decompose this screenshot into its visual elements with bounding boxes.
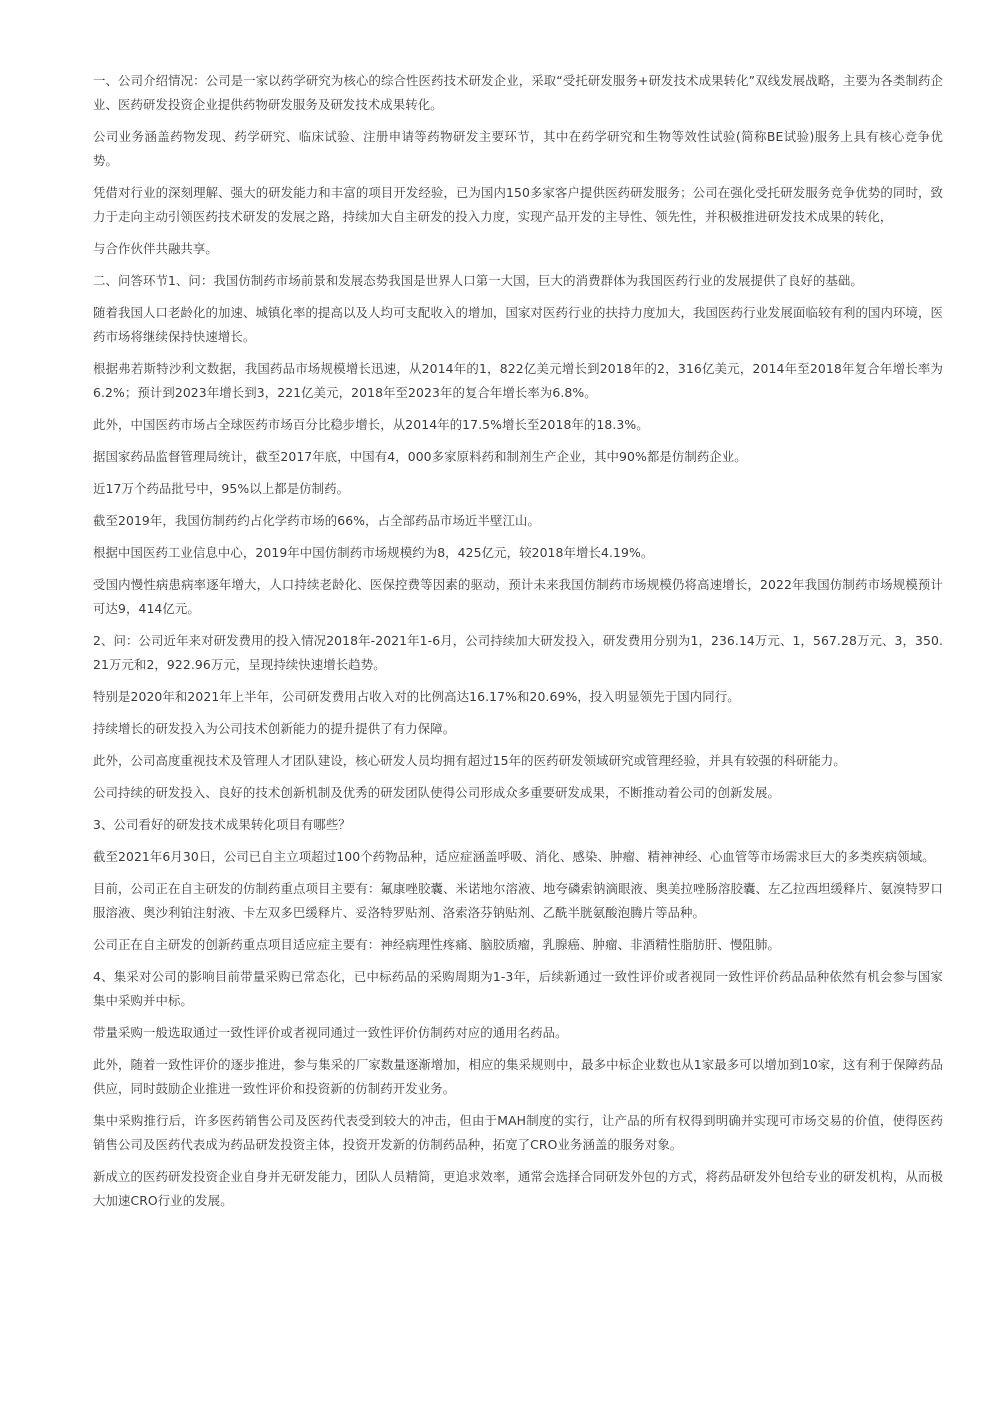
paragraph-qa-1: 二、问答环节1、问：我国仿制药市场前景和发展态势我国是世界人口第一大国，巨大的消费群体为我国医药行业的发展提供了良好的基础。 bbox=[93, 273, 863, 288]
paragraph-generic-projects: 目前，公司正在自主研发的仿制药重点项目主要有：氟康唑胶囊、米诺地尔溶液、地夸磷索钠滴眼液、奥美拉唑肠溶胶囊、左乙拉西坦缓释片、氨溴特罗口服溶液、奥沙利铂注射液、卡左双多巴缓释片、妥洛特罗贴剂、洛索洛芬钠贴剂、乙酰半胱氨酸泡腾片等品种。 bbox=[93, 881, 943, 920]
paragraph-experience: 凭借对行业的深刻理解、强大的研发能力和丰富的项目开发经验，已为国内150多家客户提供医药研发服务；公司在强化受托研发服务竞争优势的同时，致力于走向主动引领医药技术研发的发展之路，持续加大自主研发的投入力度，实现产品开发的主导性、领先性，并积极推进研发技术成果的转化， bbox=[93, 185, 943, 224]
paragraph-business-scope: 公司业务涵盖药物发现、药学研究、临床试验、注册申请等药物研发主要环节，其中在药学研究和生物等效性试验(简称BE试验)服务上具有核心竞争优势。 bbox=[93, 129, 943, 168]
paragraph-projects-count: 截至2021年6月30日，公司已自主立项超过100个药物品种，适应症涵盖呼吸、消化、感染、肿瘤、精神神经、心血管等市场需求巨大的多类疾病领域。 bbox=[93, 849, 935, 864]
paragraph-vbp-rules: 此外，随着一致性评价的逐步推进，参与集采的厂家数量逐渐增加，相应的集采规则中，最多中标企业数也从1家最多可以增加到10家，这有利于保障药品供应，同时鼓励企业推进一致性评价和投资新的仿制药开发业务。 bbox=[93, 1057, 943, 1096]
paragraph-generic-share: 截至2019年，我国仿制药约占化学药市场的66%，占全部药品市场近半壁江山。 bbox=[93, 513, 540, 528]
paragraph-qa-4: 4、集采对公司的影响目前带量采购已常态化，已中标药品的采购周期为1-3年，后续新通过一致性评价或者视同一致性评价药品品种依然有机会参与国家集中采购并中标。 bbox=[93, 969, 943, 1008]
paragraph-nmpa-stats: 据国家药品监督管理局统计，截至2017年底，中国有4，000多家原料药和制剂生产企业，其中90%都是仿制药企业。 bbox=[93, 449, 747, 464]
paragraph-global-share: 此外，中国医药市场占全球医药市场百分比稳步增长，从2014年的17.5%增长至2018年的18.3%。 bbox=[93, 417, 649, 432]
paragraph-company-intro: 一、公司介绍情况：公司是一家以药学研究为核心的综合性医药技术研发企业，采取“受托研发服务+研发技术成果转化”双线发展战略，主要为各类制药企业、医药研发投资企业提供药物研发服务及研发技术成果转化。 bbox=[93, 73, 943, 112]
paragraph-innovation: 公司持续的研发投入、良好的技术创新机制及优秀的研发团队使得公司形成众多重要研发成果，不断推动着公司的创新发展。 bbox=[93, 785, 780, 800]
paragraph-vbp-selection: 带量采购一般选取通过一致性评价或者视同通过一致性评价仿制药对应的通用名药品。 bbox=[93, 1025, 568, 1040]
paragraph-forecast: 受国内慢性病患病率逐年增大，人口持续老龄化、医保控费等因素的驱动，预计未来我国仿制药市场规模仍将高速增长，2022年我国仿制药市场规模预计可达9，414亿元。 bbox=[93, 577, 943, 616]
paragraph-innovative-projects: 公司正在自主研发的创新药重点项目适应症主要有：神经病理性疼痛、脑胶质瘤，乳腺癌、肿瘤、非酒精性脂肪肝、慢阻肺。 bbox=[93, 937, 780, 952]
paragraph-talent: 此外，公司高度重视技术及管理人才团队建设，核心研发人员均拥有超过15年的医药研发领域研究或管理经验，并具有较强的科研能力。 bbox=[93, 753, 846, 768]
paragraph-generic-size: 根据中国医药工业信息中心，2019年中国仿制药市场规模约为8，425亿元，较2018年增长4.19%。 bbox=[93, 545, 654, 560]
paragraph-market-size: 根据弗若斯特沙利文数据，我国药品市场规模增长迅速，从2014年的1，822亿美元增长到2018年的2，316亿美元，2014年至2018年复合年增长率为6.2%；预计到2023年增长到3，221亿美元，2018年至2023年的复合年增长率为6.8%。 bbox=[93, 361, 943, 400]
paragraph-cro-growth: 新成立的医药研发投资企业自身并无研发能力，团队人员精简，更追求效率，通常会选择合同研发外包的方式，将药品研发外包给专业的研发机构，从而极大加速CRO行业的发展。 bbox=[93, 1169, 943, 1208]
paragraph-qa-3: 3、公司看好的研发技术成果转化项目有哪些？ bbox=[93, 817, 351, 832]
paragraph-mah: 集中采购推行后，许多医药销售公司及医药代表受到较大的冲击，但由于MAH制度的实行，让产品的所有权得到明确并实现可市场交易的价值，使得医药销售公司及医药代表成为药品研发投资主体，投资开发新的仿制药品种，拓宽了CRO业务涵盖的服务对象。 bbox=[93, 1113, 943, 1152]
paragraph-aging: 随着我国人口老龄化的加速、城镇化率的提高以及人均可支配收入的增加，国家对医药行业的扶持力度加大，我国医药行业发展面临较有利的国内环境，医药市场将继续保持快速增长。 bbox=[93, 305, 943, 344]
paragraph-approvals: 近17万个药品批号中，95%以上都是仿制药。 bbox=[93, 481, 350, 496]
paragraph-rd-guarantee: 持续增长的研发投入为公司技术创新能力的提升提供了有力保障。 bbox=[93, 721, 456, 736]
paragraph-qa-2: 2、问：公司近年来对研发费用的投入情况2018年-2021年1-6月，公司持续加大研发投入，研发费用分别为1，236.14万元、1，567.28万元、3，350.21万元和2，922.96万元，呈现持续快速增长趋势。 bbox=[93, 633, 943, 672]
document-body bbox=[93, 69, 943, 1221]
paragraph-partners: 与合作伙伴共融共享。 bbox=[93, 241, 218, 256]
paragraph-rd-ratio: 特别是2020年和2021年上半年，公司研发费用占收入对的比例高达16.17%和20.69%，投入明显领先于国内同行。 bbox=[93, 689, 740, 704]
